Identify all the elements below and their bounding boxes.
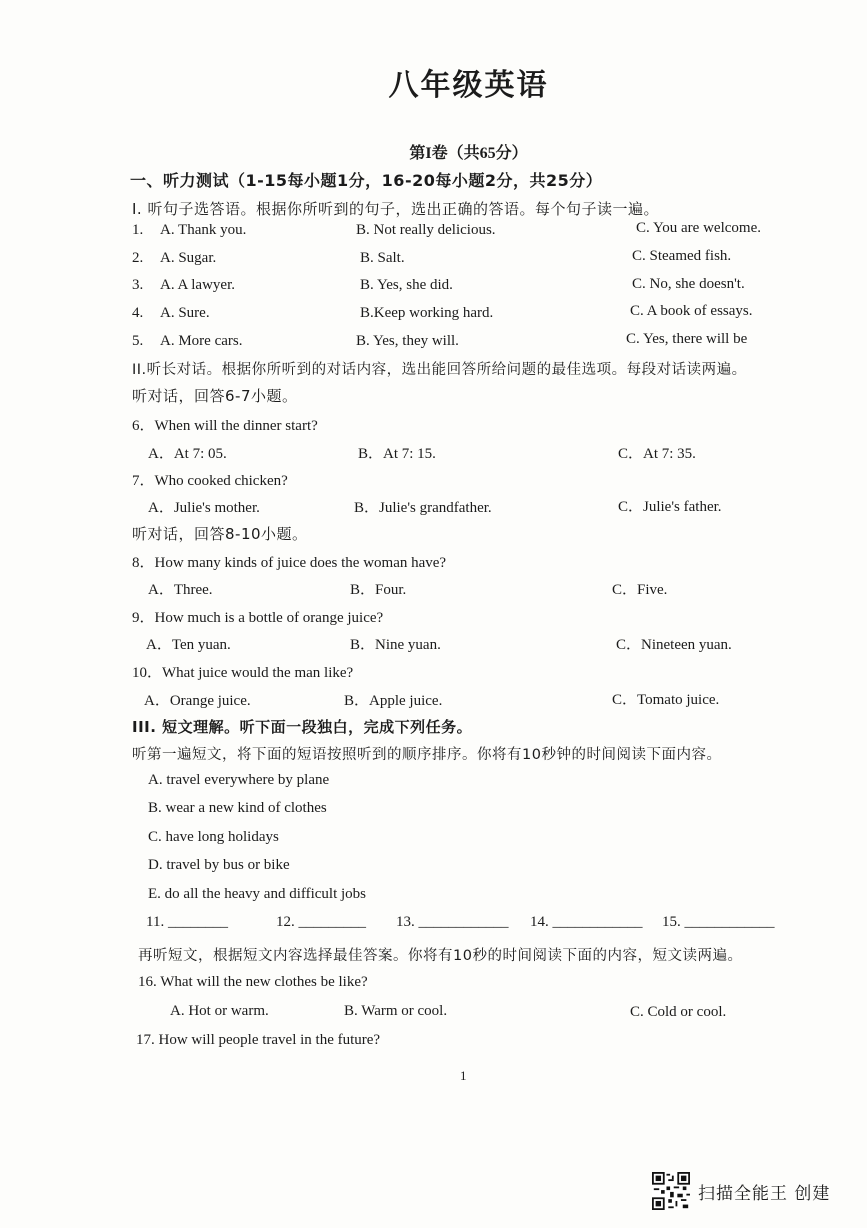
answer-blank[interactable]: 13. ____________: [396, 914, 509, 930]
part1-instructions: I. 听句子选答语。根据你所听到的句子，选出正确的答语。每个句子读一遍。: [132, 200, 659, 218]
option-c: C．At 7: 35.: [618, 446, 696, 462]
part3-instructions: 听第一遍短文，将下面的短语按照听到的顺序排序。你将有10秒钟的时间阅读下面内容。: [132, 747, 722, 763]
question-text: 17. How will people travel in the future?: [136, 1032, 381, 1048]
option-b: B．Julie's grandfather.: [354, 500, 492, 516]
page-number: 1: [460, 1068, 467, 1083]
qr-code-graphic: [652, 1172, 690, 1210]
option-b: B.Keep working hard.: [360, 305, 494, 321]
question-text: 16. What will the new clothes be like?: [138, 974, 368, 990]
option-a: A. Sugar.: [160, 250, 217, 266]
part3-second-instructions: 再听短文，根据短文内容选择最佳答案。你将有10秒的时间阅读下面的内容，短文读两遍。: [138, 948, 743, 964]
option-c: C. Cold or cool.: [630, 1004, 727, 1020]
question-text: 10．What juice would the man like?: [132, 665, 354, 681]
option-b: B．Apple juice.: [344, 693, 443, 709]
section-heading: 一、听力测试（1-15每小题1分，16-20每小题2分，共25分）: [130, 171, 603, 190]
phrase-item: B. wear a new kind of clothes: [148, 800, 327, 816]
option-a: A. A lawyer.: [160, 277, 235, 293]
option-a: A. Hot or warm.: [170, 1003, 269, 1019]
option-b: B．Nine yuan.: [350, 637, 441, 653]
option-c: C．Tomato juice.: [612, 692, 720, 708]
question-number: 4.: [132, 305, 144, 321]
option-c: C．Nineteen yuan.: [616, 637, 732, 653]
page-title: 八年级英语: [388, 69, 549, 102]
question-number: 3.: [132, 277, 144, 293]
question-number: 1.: [132, 222, 144, 238]
answer-blank[interactable]: 11. ________: [146, 914, 228, 930]
option-c: C. A book of essays.: [630, 303, 753, 319]
answer-blank[interactable]: 14. ____________: [530, 914, 643, 930]
option-c: C. No, she doesn't.: [632, 276, 745, 292]
answer-blank[interactable]: 15. ____________: [662, 914, 775, 930]
question-text: 9．How much is a bottle of orange juice?: [132, 610, 384, 626]
question-number: 2.: [132, 250, 144, 266]
option-b: B. Salt.: [360, 250, 405, 266]
question-text: 8．How many kinds of juice does the woman have?: [132, 555, 447, 571]
part3-heading: III. 短文理解。听下面一段独白，完成下列任务。: [132, 718, 473, 736]
option-b: B．At 7: 15.: [358, 446, 436, 462]
part2-instructions: II.听长对话。根据你所听到的对话内容，选出能回答所给问题的最佳选项。每段对话读两遍。: [132, 362, 747, 378]
scanner-brand-text: 扫描全能王 创建: [698, 1183, 831, 1204]
option-b: B．Four.: [350, 582, 407, 598]
option-a: A. Sure.: [160, 305, 210, 321]
phrase-item: E. do all the heavy and difficult jobs: [148, 886, 367, 902]
option-b: B. Warm or cool.: [344, 1003, 448, 1019]
question-number: 5.: [132, 333, 144, 349]
question-text: 7．Who cooked chicken?: [132, 473, 288, 489]
answer-blank[interactable]: 12. _________: [276, 914, 366, 930]
option-a: A．Julie's mother.: [148, 500, 260, 516]
scanner-watermark: [652, 1172, 830, 1210]
option-c: C. Steamed fish.: [632, 248, 732, 264]
option-a: A．At 7: 05.: [148, 446, 227, 462]
phrase-item: D. travel by bus or bike: [148, 857, 290, 873]
option-c: C．Julie's father.: [618, 499, 722, 515]
phrase-item: C. have long holidays: [148, 829, 279, 845]
option-a: A．Three.: [148, 582, 213, 598]
question-text: 6．When will the dinner start?: [132, 418, 318, 434]
option-a: A．Orange juice.: [144, 693, 251, 709]
option-c: C．Five.: [612, 582, 668, 598]
option-b: B. Yes, she did.: [360, 277, 453, 293]
phrase-item: A. travel everywhere by plane: [148, 772, 330, 788]
option-c: C. You are welcome.: [636, 220, 761, 236]
option-a: A. Thank you.: [160, 222, 247, 238]
part2-dialogue-note: 听对话，回答6-7小题。: [132, 387, 298, 405]
part2-dialogue-note: 听对话，回答8-10小题。: [132, 525, 308, 543]
qr-code-icon: [652, 1172, 690, 1210]
option-b: B. Not really delicious.: [356, 222, 496, 238]
option-b: B. Yes, they will.: [356, 333, 459, 349]
option-a: A．Ten yuan.: [146, 637, 231, 653]
option-a: A. More cars.: [160, 333, 243, 349]
option-c: C. Yes, there will be: [626, 331, 748, 347]
section-subtitle: 第I卷（共65分）: [409, 145, 528, 162]
